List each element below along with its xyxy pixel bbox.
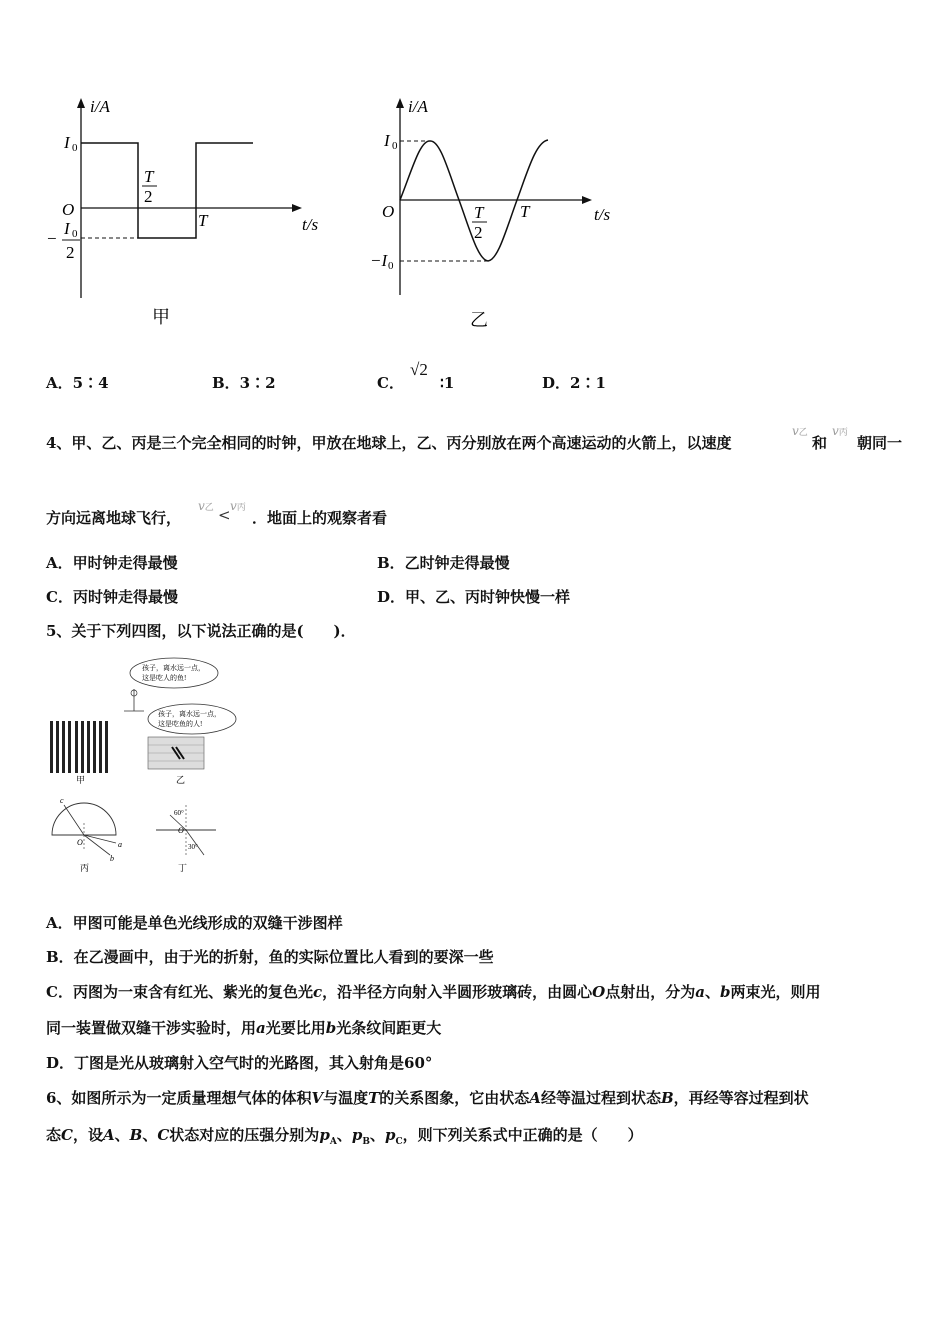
y-axis-label: i/A <box>408 97 428 116</box>
q4-line1-b: 朝同一 <box>857 434 903 452</box>
q4-and: 和 <box>812 434 828 452</box>
half-t-den: 2 <box>144 187 153 206</box>
caption-yi: 乙 <box>470 310 488 330</box>
i0-label: I <box>64 133 70 152</box>
q4-option-d[interactable]: D．甲、乙、丙时钟快慢一样 <box>377 588 571 606</box>
q3-option-b[interactable]: B．3∶2 <box>212 374 276 392</box>
svg-text:孩子，离水远一点，: 孩子，离水远一点， <box>142 664 205 672</box>
t-label: T <box>198 211 208 230</box>
q4-v-bing: v丙 <box>832 424 848 438</box>
svg-text:b: b <box>110 854 114 863</box>
q6-stem-line1: 6、如图所示为一定质量理想气体的体积V与温度T的关系图象，它由状态A经等温过程到状态B，再经等容过程到状 <box>46 1089 809 1107</box>
svg-text:这是吃鱼的人!: 这是吃鱼的人! <box>158 720 203 728</box>
frac-num-sub: 0 <box>72 228 78 240</box>
q4-line1-a: 4、甲、乙、丙是三个完全相同的时钟，甲放在地球上，乙、丙分别放在两个高速运动的火箭上，以速度 <box>46 434 732 452</box>
cap-jia: 甲 <box>76 775 86 785</box>
y-arrow <box>396 98 404 108</box>
q3-option-c[interactable] <box>377 373 404 393</box>
half-t-num: T <box>474 203 484 222</box>
origin-label: O <box>62 200 75 219</box>
q4-v-bing-2: v丙 <box>230 499 246 513</box>
x-arrow <box>292 204 302 212</box>
cap-ding: 丁 <box>178 863 188 873</box>
q5-option-c[interactable]: C．丙图为一束含有红光、紫光的复色光c，沿半径方向射入半圆形玻璃砖，由圆心O点射出，分为a、b两束光，则用 <box>46 983 821 1001</box>
neg-sign: − <box>47 229 57 248</box>
q5-option-a[interactable]: A．甲图可能是单色光线形成的双缝干涉图样 <box>46 914 343 932</box>
frac-den: 2 <box>66 243 75 262</box>
square-wave <box>81 143 253 238</box>
q4-v-yi: v乙 <box>792 424 808 438</box>
svg-text:这是吃人的鱼!: 这是吃人的鱼! <box>142 674 187 682</box>
svg-text:a: a <box>118 840 122 849</box>
graph-yi <box>360 90 640 340</box>
i0-sub: 0 <box>392 140 398 152</box>
q3-c-prefix: C． <box>377 374 404 392</box>
graph-jia <box>40 90 350 340</box>
x-axis-label: t/s <box>594 205 611 224</box>
y-axis-label: i/A <box>90 97 110 116</box>
q4-line2-a: 方向远离地球飞行， <box>46 509 182 527</box>
x-arrow <box>582 196 592 204</box>
svg-text:O: O <box>77 838 83 847</box>
half-t-den: 2 <box>474 223 483 242</box>
half-t-num: T <box>144 167 154 186</box>
q5-option-c-cont: 同一装置做双缝干涉实验时，用a光要比用b光条纹间距更大 <box>46 1019 442 1037</box>
caption-jia: 甲 <box>152 307 170 327</box>
q3-option-d[interactable]: D．2∶1 <box>542 374 606 392</box>
q5-stem: 5、关于下列四图，以下说法正确的是( )． <box>46 622 356 640</box>
q3-option-a[interactable]: A．5∶4 <box>46 374 109 392</box>
svg-text:c: c <box>60 796 64 805</box>
svg-text:孩子，离水远一点，: 孩子，离水远一点， <box>158 710 221 718</box>
i0-label: I <box>384 131 390 150</box>
t-label: T <box>520 202 530 221</box>
q4-lt: < <box>218 506 231 524</box>
svg-text:O: O <box>178 826 184 835</box>
cap-bing: 丙 <box>80 863 90 873</box>
fringe-pattern <box>50 721 108 773</box>
cap-yi: 乙 <box>176 775 186 785</box>
svg-text:30°: 30° <box>188 843 198 851</box>
q4-stem-line1 <box>46 433 731 453</box>
q5-figure <box>44 655 244 877</box>
refraction-diagram <box>156 805 216 855</box>
q5-option-b[interactable]: B．在乙漫画中，由于光的折射，鱼的实际位置比人看到的要深一些 <box>46 948 494 966</box>
q4-option-c[interactable]: C．丙时钟走得最慢 <box>46 588 178 606</box>
q4-option-b[interactable]: B．乙时钟走得最慢 <box>377 554 510 572</box>
cartoon <box>124 658 236 769</box>
q3-c-suffix: ∶1 <box>440 374 455 392</box>
svg-text:60°: 60° <box>174 809 184 817</box>
frac-num: I <box>64 219 70 238</box>
i0-sub: 0 <box>72 142 78 154</box>
q4-option-a[interactable]: A．甲时钟走得最慢 <box>46 554 178 572</box>
q4-line2-b: ．地面上的观察者看 <box>252 509 388 527</box>
x-axis-label: t/s <box>302 215 319 234</box>
origin-label: O <box>382 202 395 221</box>
neg-i0-label: −I <box>370 251 388 270</box>
neg-i0-sub: 0 <box>388 260 394 272</box>
q6-stem-line2: 态C，设A、B、C状态对应的压强分别为$p_A$、$p_B$、$p_C$，则下列关系式中正确的是（ ） <box>46 1126 643 1147</box>
q5-option-d[interactable]: D．丁图是光从玻璃射入空气时的光路图，其入射角是60° <box>46 1054 433 1072</box>
semicircle-diagram <box>52 796 122 863</box>
q3-c-radical: √2 <box>410 360 428 379</box>
q4-v-yi-2: v乙 <box>198 499 214 513</box>
y-arrow <box>77 98 85 108</box>
